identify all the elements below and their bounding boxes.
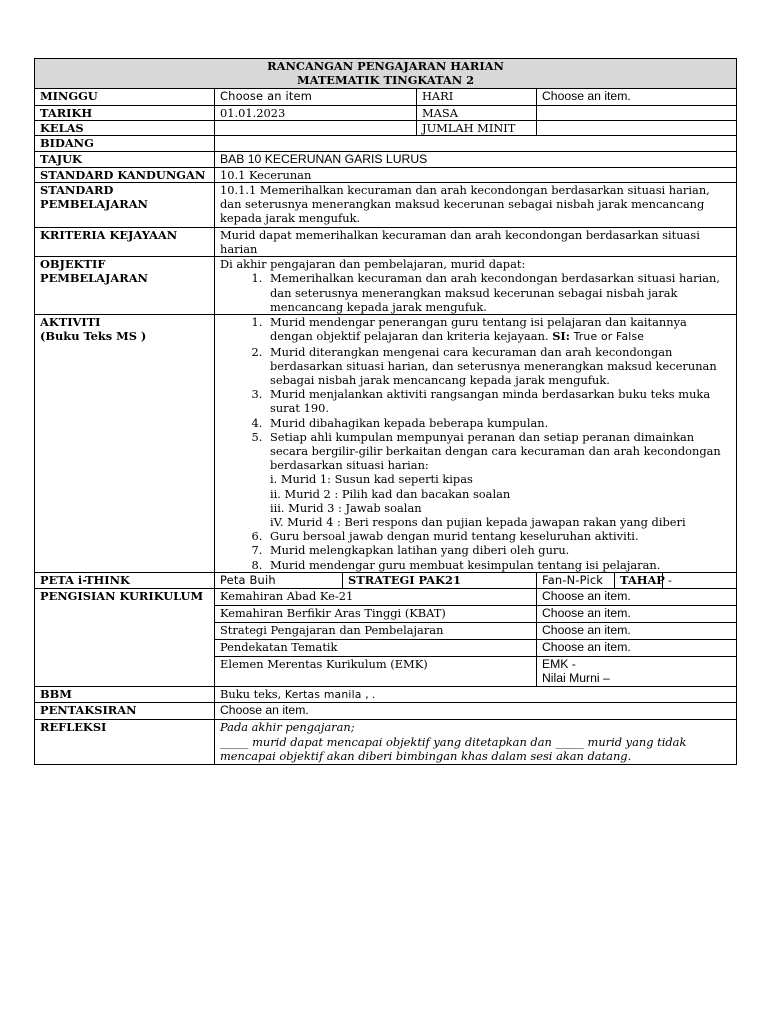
standard-kandungan-field[interactable]: 10.1 Kecerunan xyxy=(215,167,737,182)
strategi-dropdown[interactable]: Fan-N-Pick xyxy=(537,573,615,589)
tarikh-field[interactable]: 01.01.2023 xyxy=(215,106,417,121)
minggu-label: MINGGU xyxy=(35,89,215,106)
lesson-plan-table xyxy=(34,58,737,765)
refleksi-label: REFLEKSI xyxy=(35,720,215,765)
bidang-label: BIDANG xyxy=(35,136,215,151)
objektif-list xyxy=(220,271,731,314)
role-4: iV. Murid 4 : Beri respons dan pujian kepada jawapan rakan yang diberi xyxy=(270,515,686,530)
emk-value: EMK - xyxy=(542,657,576,672)
jumlah-minit-field[interactable] xyxy=(537,121,737,136)
tajuk-field[interactable]: BAB 10 KECERUNAN GARIS LURUS xyxy=(215,151,737,167)
role-3: iii. Murid 3 : Jawab soalan xyxy=(270,500,422,515)
kurikulum-field-5[interactable] xyxy=(537,657,737,687)
title-line-2: MATEMATIK TINGKATAN 2 xyxy=(297,73,475,87)
aktiviti-item-5-text: Setiap ahli kumpulan mempunyai peranan dan setiap peranan dimainkan secara bergilir-gilir berkaitan dengan cara kecuraman dan arah kecondongan berdasarkan situasi harian: xyxy=(270,429,721,473)
objektif-intro: Di akhir pengajaran dan pembelajaran, murid dapat: xyxy=(220,257,526,272)
kurikulum-item-2: Kemahiran Berfikir Aras Tinggi (KBAT) xyxy=(215,606,537,623)
bbm-value-a: Buku teks, xyxy=(220,687,282,702)
hari-label: HARI xyxy=(417,89,537,106)
objektif-field[interactable] xyxy=(215,257,737,315)
bbm-dropdown[interactable]: Kertas manila xyxy=(284,688,362,702)
aktiviti-item-1 xyxy=(266,315,731,344)
kurikulum-item-3: Strategi Pengajaran dan Pembelajaran xyxy=(215,623,537,640)
peta-label: PETA i-THINK xyxy=(35,573,215,589)
aktiviti-item-8: 8. Murid mendengar guru membuat kesimpulan tentang isi pelajaran. xyxy=(266,558,731,572)
kriteria-kejayaan-label: KRITERIA KEJAYAAN xyxy=(35,227,215,256)
masa-field[interactable] xyxy=(537,106,737,121)
kurikulum-dropdown-1[interactable]: Choose an item. xyxy=(537,589,737,606)
kriteria-kejayaan-field[interactable]: Murid dapat memerihalkan kecuraman dan arah kecondongan berdasarkan situasi harian xyxy=(215,227,737,256)
standard-pembelajaran-field[interactable]: 10.1.1 Memerihalkan kecuraman dan arah kecondongan berdasarkan situasi harian, dan seterusnya menerangkan maksud kecerunan sebagai nisbah jarak mencancang kepada jarak mengufuk. xyxy=(215,182,737,227)
aktiviti-item-1-text: Murid mendengar penerangan guru tentang isi pelajaran dan kaitannya dengan objektif pelajaran dan kriteria kejayaan. xyxy=(270,315,687,344)
tahap-field[interactable]: - xyxy=(663,573,737,589)
kurikulum-dropdown-4[interactable]: Choose an item. xyxy=(537,640,737,657)
masa-label: MASA xyxy=(417,106,537,121)
nilai-murni-value: Nilai Murni – xyxy=(542,671,610,686)
kurikulum-item-1: Kemahiran Abad Ke-21 xyxy=(215,589,537,606)
kurikulum-item-5: Elemen Merentas Kurikulum (EMK) xyxy=(215,657,537,687)
kurikulum-item-4: Pendekatan Tematik xyxy=(215,640,537,657)
title-line-1: RANCANGAN PENGAJARAN HARIAN xyxy=(267,59,504,73)
strategi-label: STRATEGI PAK21 xyxy=(343,573,537,589)
aktiviti-item-5 xyxy=(266,430,731,529)
refleksi-line-1: Pada akhir pengajaran; xyxy=(220,720,355,735)
bidang-field[interactable] xyxy=(215,136,737,151)
objektif-item: 1. Memerihalkan kecuraman dan arah kecondongan berdasarkan situasi harian, dan seterusnya menerangkan maksud kecerunan sebagai nisbah jarak mencancang kepada jarak mengufuk. xyxy=(266,271,731,314)
aktiviti-list xyxy=(220,315,731,572)
objektif-label: OBJEKTIF PEMBELAJARAN xyxy=(35,257,215,315)
aktiviti-label-cell xyxy=(35,315,215,573)
tarikh-label: TARIKH xyxy=(35,106,215,121)
bbm-label: BBM xyxy=(35,687,215,703)
pentaksiran-label: PENTAKSIRAN xyxy=(35,703,215,720)
kurikulum-dropdown-3[interactable]: Choose an item. xyxy=(537,623,737,640)
bbm-value-c: , . xyxy=(365,689,376,702)
aktiviti-item-6: 6. Guru bersoal jawab dengan murid tentang keseluruhan aktiviti. xyxy=(266,529,731,543)
page-title xyxy=(35,59,737,89)
kelas-field[interactable] xyxy=(215,121,417,136)
pentaksiran-dropdown[interactable]: Choose an item. xyxy=(215,703,737,720)
standard-kandungan-label: STANDARD KANDUNGAN xyxy=(35,167,215,182)
bbm-field[interactable] xyxy=(215,687,737,703)
hari-dropdown[interactable]: Choose an item. xyxy=(537,89,737,106)
kurikulum-dropdown-2[interactable]: Choose an item. xyxy=(537,606,737,623)
aktiviti-item-2: 2. Murid diterangkan mengenai cara kecuraman dan arah kecondongan berdasarkan situasi harian, dan seterusnya menerangkan maksud kecerunan sebagai nisbah jarak mencancang kepada jarak mengufuk. xyxy=(266,345,731,388)
kurikulum-label: PENGISIAN KURIKULUM xyxy=(35,589,215,687)
aktiviti-item-7: 7. Murid melengkapkan latihan yang diberi oleh guru. xyxy=(266,543,731,557)
si-dropdown[interactable]: True or False xyxy=(573,330,645,344)
aktiviti-label: AKTIVITI xyxy=(40,315,101,330)
tajuk-label: TAJUK xyxy=(35,151,215,167)
standard-pembelajaran-label: STANDARD PEMBELAJARAN xyxy=(35,182,215,227)
kelas-label: KELAS xyxy=(35,121,215,136)
peta-dropdown[interactable]: Peta Buih xyxy=(215,573,343,589)
role-2: ii. Murid 2 : Pilih kad dan bacakan soalan xyxy=(270,486,511,501)
aktiviti-item-4: 4. Murid dibahagikan kepada beberapa kumpulan. xyxy=(266,416,731,430)
si-label: SI: xyxy=(552,329,570,344)
aktiviti-field[interactable] xyxy=(215,315,737,573)
refleksi-field[interactable] xyxy=(215,720,737,765)
aktiviti-item-3: 3. Murid menjalankan aktiviti rangsangan minda berdasarkan buku teks muka surat 190. xyxy=(266,387,731,415)
refleksi-line-2: _____ murid dapat mencapai objektif yang ditetapkan dan _____ murid yang tidak mencapai objektif akan diberi bimbingan khas dalam sesi akan datang. xyxy=(220,734,687,763)
role-1: i. Murid 1: Susun kad seperti kipas xyxy=(270,472,473,487)
jumlah-minit-label: JUMLAH MINIT xyxy=(417,121,537,136)
tahap-label: TAHAP xyxy=(615,573,663,589)
minggu-dropdown[interactable]: Choose an item xyxy=(215,89,417,106)
aktiviti-sublabel: (Buku Teks MS ) xyxy=(40,329,147,344)
